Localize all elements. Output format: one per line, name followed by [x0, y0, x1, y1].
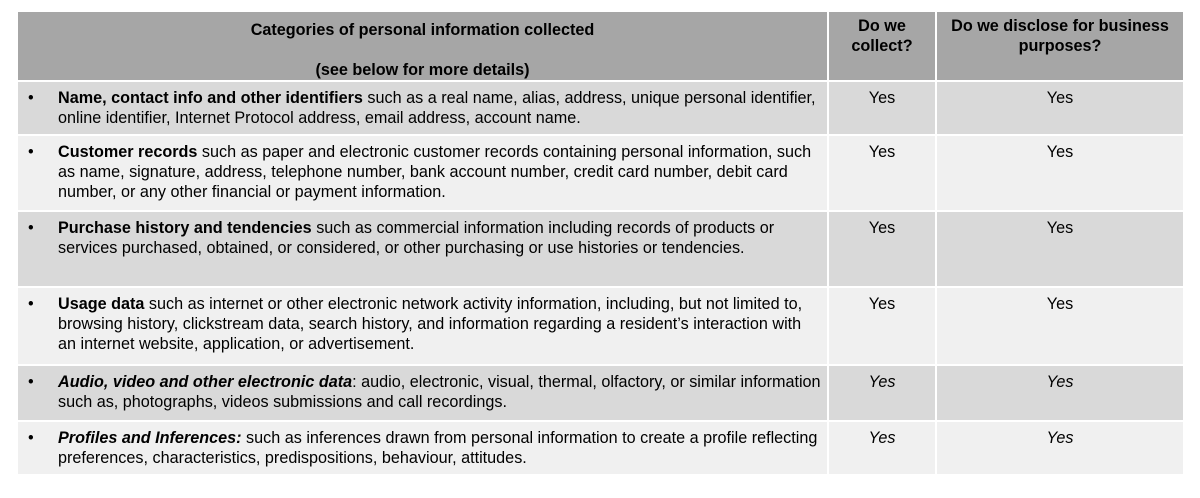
categories-header-title: Categories of personal information collected: [250, 21, 595, 39]
category-description: such as paper and electronic customer records containing personal information, such as name, signature, address, telephone number, bank account number, credit card number, debit card number, or any other financial or payment information.: [58, 143, 812, 201]
bullet-icon: •: [28, 295, 34, 313]
collect-cell: Yes: [828, 287, 936, 365]
bullet-icon: •: [28, 89, 34, 107]
table-row: [17, 81, 1184, 135]
category-title: Customer records: [58, 143, 198, 161]
collect-cell: Yes: [828, 81, 936, 135]
table-row: [17, 211, 1184, 287]
table-row: [17, 135, 1184, 211]
category-description: such as internet or other electronic network activity information, including, but not limited to, browsing history, clickstream data, search history, and information regarding a resident’s interaction with an internet website, application, or advertisement.: [58, 295, 803, 353]
table-row: [17, 287, 1184, 365]
category-description: such as inferences drawn from personal information to create a profile reflecting preferences, characteristics, predispositions, behaviour, attitudes.: [58, 429, 818, 467]
collect-cell: Yes: [828, 211, 936, 287]
category-description: such as commercial information including records of products or services purchased, obtained, or considered, or other purchasing or use histories or tendencies.: [58, 219, 775, 257]
category-title: Name, contact info and other identifiers: [58, 89, 363, 107]
disclose-cell: Yes: [936, 211, 1184, 287]
category-title: Audio, video and other electronic data: [58, 373, 353, 391]
bullet-icon: •: [28, 219, 34, 237]
category-title: Profiles and Inferences:: [58, 429, 242, 447]
bullet-icon: •: [28, 143, 34, 161]
disclose-header: Do we disclose for business purposes?: [936, 11, 1184, 81]
collect-cell: Yes: [828, 421, 936, 475]
category-title: Purchase history and tendencies: [58, 219, 312, 237]
category-title: Usage data: [58, 295, 145, 313]
collect-cell: Yes: [828, 135, 936, 211]
table-container: [16, 10, 1183, 476]
collect-header: Do we collect?: [828, 11, 936, 81]
disclose-cell: Yes: [936, 365, 1184, 421]
disclose-cell: Yes: [936, 421, 1184, 475]
header-row: [17, 11, 1184, 81]
collect-cell: Yes: [828, 365, 936, 421]
bullet-icon: •: [28, 429, 34, 447]
category-description: : audio, electronic, visual, thermal, olfactory, or similar information such as, photographs, videos submissions and call recordings.: [58, 373, 821, 411]
table-row: [17, 365, 1184, 421]
disclose-cell: Yes: [936, 81, 1184, 135]
category-cell: [17, 421, 828, 475]
category-cell: [17, 135, 828, 211]
table-row: [17, 421, 1184, 475]
category-cell: [17, 287, 828, 365]
disclose-cell: Yes: [936, 135, 1184, 211]
categories-header: [17, 11, 828, 81]
bullet-icon: •: [28, 373, 34, 391]
personal-info-table: [16, 10, 1185, 476]
category-cell: [17, 365, 828, 421]
category-description: such as a real name, alias, address, unique personal identifier, online identifier, Internet Protocol address, email address, account name.: [58, 89, 816, 127]
category-cell: [17, 81, 828, 135]
disclose-cell: Yes: [936, 287, 1184, 365]
category-cell: [17, 211, 828, 287]
categories-header-note: (see below for more details): [315, 61, 530, 79]
